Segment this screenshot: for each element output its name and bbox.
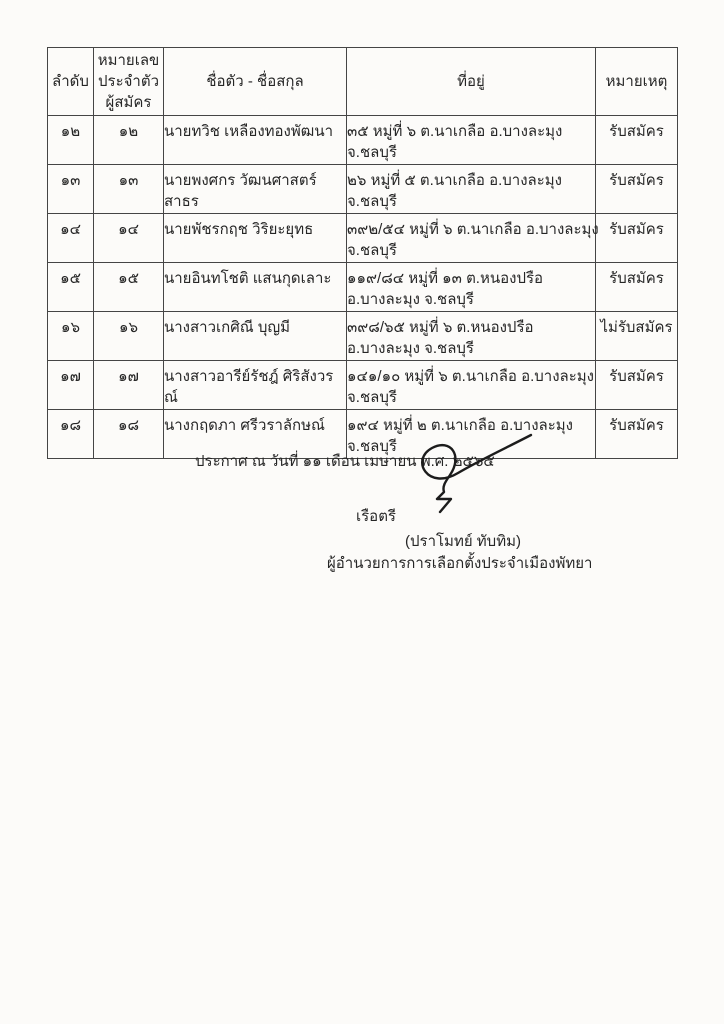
cell-address bbox=[347, 165, 596, 214]
cell-candidate-number: ๑๒ bbox=[94, 116, 164, 165]
header-name: ชื่อตัว - ชื่อสกุล bbox=[164, 48, 347, 116]
address-line: ๑๙๔ หมู่ที่ ๒ ต.นาเกลือ อ.บางละมุง bbox=[347, 417, 573, 434]
cell-candidate-name: นางกฤดภา ศรีวราลักษณ์ bbox=[164, 410, 347, 459]
cell-row-number: ๑๕ bbox=[48, 263, 94, 312]
cell-candidate-number: ๑๘ bbox=[94, 410, 164, 459]
cell-address bbox=[347, 214, 599, 263]
address-line: ๓๕ หมู่ที่ ๖ ต.นาเกลือ อ.บางละมุง bbox=[347, 123, 563, 140]
cell-candidate-name: นายพัชรกฤช วิริยะยุทธ bbox=[164, 214, 347, 263]
cell-row-number: ๑๖ bbox=[48, 312, 94, 361]
cell-address bbox=[347, 116, 596, 165]
candidates-table-header bbox=[48, 48, 678, 116]
cell-address bbox=[347, 312, 596, 361]
address-line: ๑๔๑/๑๐ หมู่ที่ ๖ ต.นาเกลือ อ.บางละมุง bbox=[347, 368, 594, 385]
candidates-table bbox=[47, 47, 678, 459]
cell-row-number: ๑๓ bbox=[48, 165, 94, 214]
cell-candidate-number: ๑๖ bbox=[94, 312, 164, 361]
signer-rank: เรือตรี bbox=[356, 508, 396, 525]
cell-address bbox=[347, 263, 596, 312]
cell-remark: รับสมัคร bbox=[596, 410, 678, 459]
cell-candidate-name: นางสาวอารีย์รัชฎ์ ศิริสังวรณ์ bbox=[164, 361, 347, 410]
header-address: ที่อยู่ bbox=[347, 48, 596, 116]
header-no: ลำดับ bbox=[48, 48, 94, 116]
address-line: จ.ชลบุรี bbox=[347, 389, 397, 406]
header-row bbox=[48, 48, 678, 116]
table-row bbox=[48, 263, 678, 312]
cell-row-number: ๑๗ bbox=[48, 361, 94, 410]
address-line: จ.ชลบุรี bbox=[347, 144, 397, 161]
table-row bbox=[48, 165, 678, 214]
cell-candidate-number: ๑๓ bbox=[94, 165, 164, 214]
table-row bbox=[48, 361, 678, 410]
signer-name: (ปราโมทย์ ทับทิม) bbox=[405, 533, 521, 550]
address-line: จ.ชลบุรี bbox=[347, 242, 397, 259]
table-row bbox=[48, 214, 678, 263]
cell-remark: รับสมัคร bbox=[596, 361, 678, 410]
cell-remark: รับสมัคร bbox=[596, 165, 678, 214]
cell-candidate-name: นายอินทโชติ แสนกุดเลาะ bbox=[164, 263, 347, 312]
address-line: จ.ชลบุรี bbox=[347, 438, 397, 455]
cell-candidate-number: ๑๕ bbox=[94, 263, 164, 312]
table-row bbox=[48, 312, 678, 361]
table-row bbox=[48, 116, 678, 165]
address-line: ๒๖ หมู่ที่ ๕ ต.นาเกลือ อ.บางละมุง bbox=[347, 172, 562, 189]
cell-remark: รับสมัคร bbox=[596, 214, 678, 263]
header-remark: หมายเหตุ bbox=[596, 48, 678, 116]
cell-remark: รับสมัคร bbox=[596, 263, 678, 312]
candidate-table-body bbox=[48, 116, 678, 459]
cell-candidate-name: นายพงศกร วัฒนศาสตร์สาธร bbox=[164, 165, 347, 214]
cell-remark: ไม่รับสมัคร bbox=[596, 312, 678, 361]
cell-row-number: ๑๒ bbox=[48, 116, 94, 165]
signer-title: ผู้อำนวยการการเลือกตั้งประจำเมืองพัทยา bbox=[327, 555, 593, 572]
cell-candidate-name: นางสาวเกศิณี บุญมี bbox=[164, 312, 347, 361]
announcement-date-line: ประกาศ ณ วันที่ ๑๑ เดือน เมษายน พ.ศ. ๒๕๖๕ bbox=[195, 453, 495, 470]
header-candidate-number: หมายเลข ประจำตัว ผู้สมัคร bbox=[94, 48, 164, 116]
cell-candidate-number: ๑๔ bbox=[94, 214, 164, 263]
cell-address bbox=[347, 361, 596, 410]
address-line: ๑๑๙/๘๔ หมู่ที่ ๑๓ ต.หนองปรือ bbox=[347, 270, 544, 287]
cell-row-number: ๑๘ bbox=[48, 410, 94, 459]
address-line: จ.ชลบุรี bbox=[347, 193, 397, 210]
cell-candidate-name: นายทวิช เหลืองทองพัฒนา bbox=[164, 116, 347, 165]
cell-row-number: ๑๔ bbox=[48, 214, 94, 263]
cell-candidate-number: ๑๗ bbox=[94, 361, 164, 410]
address-line: ๓๙๘/๖๕ หมู่ที่ ๖ ต.หนองปรือ bbox=[347, 319, 534, 336]
address-line: อ.บางละมุง จ.ชลบุรี bbox=[347, 291, 474, 308]
address-line: ๓๙๒/๕๔ หมู่ที่ ๖ ต.นาเกลือ อ.บางละมุง bbox=[347, 221, 599, 238]
address-line: อ.บางละมุง จ.ชลบุรี bbox=[347, 340, 474, 357]
cell-remark: รับสมัคร bbox=[596, 116, 678, 165]
